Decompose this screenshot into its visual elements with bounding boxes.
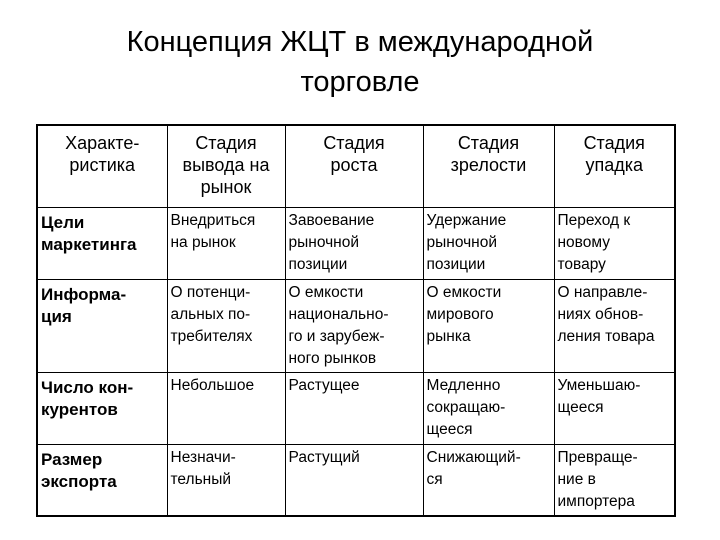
table-cell: Растущее (285, 372, 423, 444)
table-cell: Завоевание рыночной позиции (285, 207, 423, 279)
title-line-2: торговле (300, 66, 420, 98)
header-stage-maturity: Стадия зрелости (423, 125, 554, 207)
table-header-row (37, 125, 675, 207)
row-label-export-size: Размер экспорта (37, 444, 167, 516)
row-label-marketing-goals: Цели маркетинга (37, 207, 167, 279)
table-row (37, 444, 675, 516)
header-stage-decline: Стадия упадка (554, 125, 675, 207)
table-cell: Небольшое (167, 372, 285, 444)
table-row (37, 279, 675, 372)
slide-title (0, 22, 720, 102)
table-cell: Уменьшаю- щееся (554, 372, 675, 444)
table-cell: Превраще- ние в импортера (554, 444, 675, 516)
table-cell: О емкости национально- го и зарубеж- ного рынков (285, 279, 423, 372)
table-cell: Растущий (285, 444, 423, 516)
header-stage-growth: Стадия роста (285, 125, 423, 207)
table-cell: Незначи- тельный (167, 444, 285, 516)
table-row (37, 207, 675, 279)
table-cell: О направле- ниях обнов- ления товара (554, 279, 675, 372)
lifecycle-table (36, 124, 676, 517)
table-cell: Снижающий- ся (423, 444, 554, 516)
table-cell: Медленно сокращаю- щееся (423, 372, 554, 444)
table-cell: О емкости мирового рынка (423, 279, 554, 372)
title-line-1: Концепция ЖЦТ в международной (126, 26, 594, 58)
table-cell: Удержание рыночной позиции (423, 207, 554, 279)
header-stage-introduction: Стадия вывода на рынок (167, 125, 285, 207)
table-cell: Внедриться на рынок (167, 207, 285, 279)
table-cell: О потенци- альных по- требителях (167, 279, 285, 372)
row-label-information: Информа- ция (37, 279, 167, 372)
table-row (37, 372, 675, 444)
row-label-competitors: Число кон- курентов (37, 372, 167, 444)
header-characteristic: Характе- ристика (37, 125, 167, 207)
table-cell: Переход к новому товару (554, 207, 675, 279)
